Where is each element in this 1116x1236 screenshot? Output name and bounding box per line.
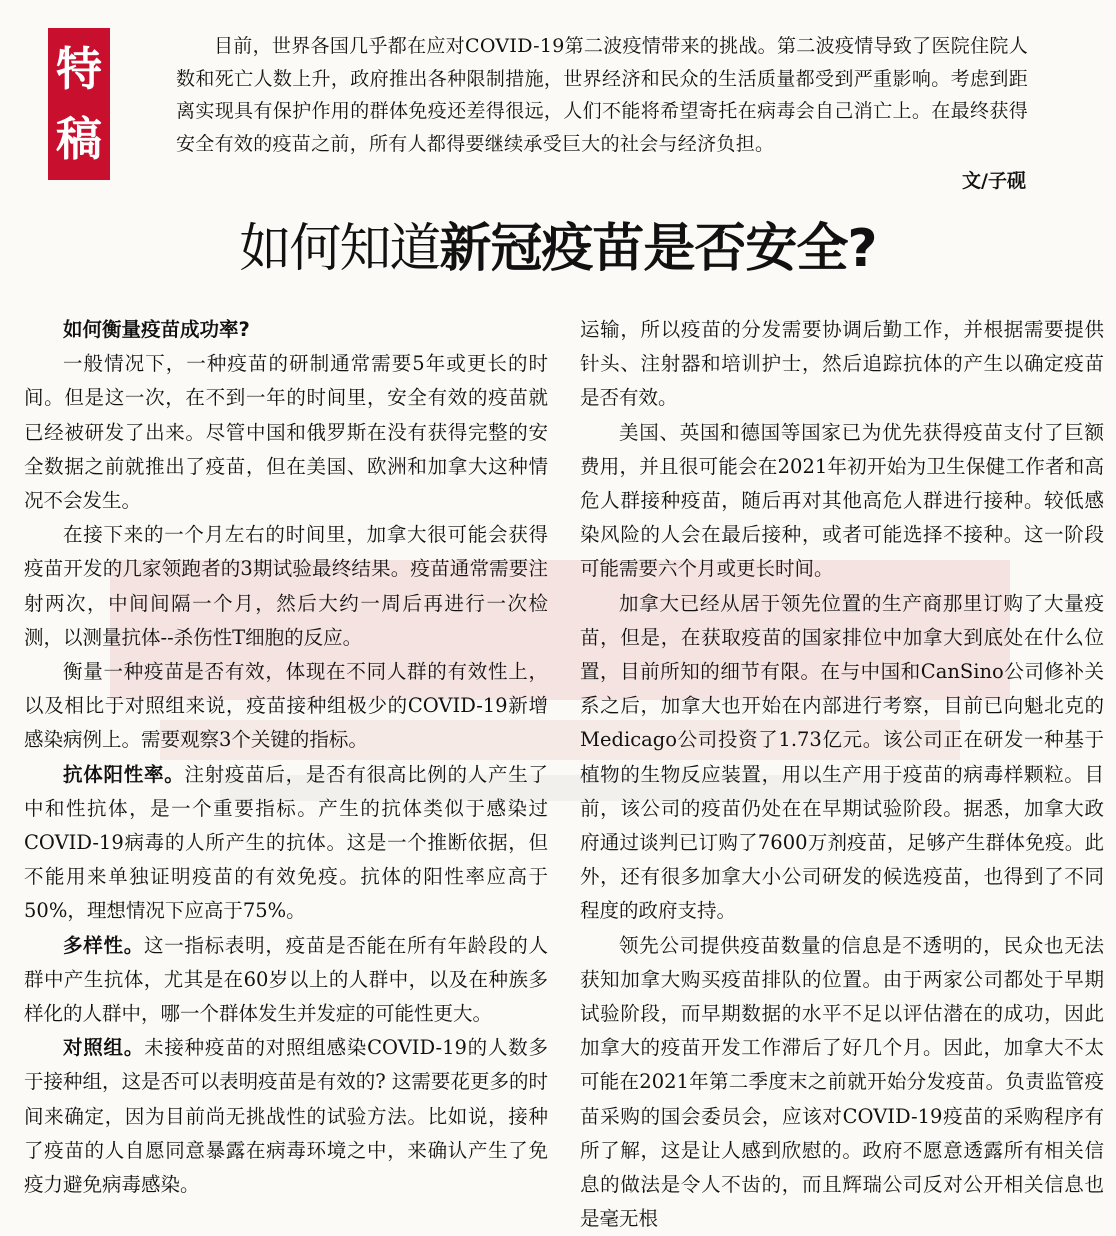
- feature-tag: [48, 28, 110, 180]
- paragraph-antibody: [24, 758, 548, 929]
- inline-label: 抗体阳性率。: [63, 762, 185, 786]
- paragraph: 衡量一种疫苗是否有效，体现在不同人群的有效性上，以及相比于对照组来说，疫苗接种组极少的COVID-19新增感染病例上。需要观察3个关键的指标。: [24, 660, 548, 752]
- paragraph-text: 注射疫苗后，是否有很高比例的人产生了中和性抗体，是一个重要指标。产生的抗体类似于感染过COVID-19病毒的人所产生的抗体。这是一个推断依据，但不能用来单独证明疫苗的有效免疫。抗体的阳性率应高于50%，理想情况下应高于75%。: [24, 762, 548, 923]
- left-column: [24, 313, 548, 1202]
- paragraph: 在接下来的一个月左右的时间里，加拿大很可能会获得疫苗开发的几家领跑者的3期试验最终结果。疫苗通常需要注射两次，中间间隔一个月，然后大约一周后再进行一次检测，以测量抗体--杀伤性T细胞的反应。: [24, 523, 548, 649]
- intro-paragraph: 目前，世界各国几乎都在应对COVID-19第二波疫情带来的挑战。第二波疫情导致了医院住院人数和死亡人数上升，政府推出各种限制措施，世界经济和民众的生活质量都受到严重影响。考虑到距离实现具有保护作用的群体免疫还差得很远，人们不能将希望寄托在病毒会自己消亡上。在最终获得安全有效的疫苗之前，所有人都得要继续承受巨大的社会与经济负担。: [176, 35, 1028, 155]
- headline-part-bold: 新冠疫苗是否安全?: [439, 219, 877, 279]
- paragraph-text: 这一指标表明，疫苗是否能在所有年龄段的人群中产生抗体，尤其是在60岁以上的人群中，以及在种族多样化的人群中，哪一个群体发生并发症的可能性更大。: [24, 933, 548, 1026]
- author-byline: 文/子砚: [962, 170, 1026, 192]
- right-column: [580, 313, 1104, 1236]
- feature-tag-char-1: 特: [56, 42, 102, 96]
- article-headline: [0, 214, 1116, 284]
- section-heading: 如何衡量疫苗成功率?: [63, 318, 250, 341]
- inline-label: 多样性。: [63, 933, 144, 957]
- headline-part-light: 如何知道: [239, 219, 440, 279]
- feature-tag-char-2: 稿: [56, 112, 102, 166]
- paragraph-diversity: [24, 929, 548, 1032]
- paragraph: 运输，所以疫苗的分发需要协调后勤工作，并根据需要提供针头、注射器和培训护士，然后追踪抗体的产生以确定疫苗是否有效。: [580, 318, 1104, 410]
- paragraph: 加拿大已经从居于领先位置的生产商那里订购了大量疫苗，但是，在获取疫苗的国家排位中加拿大到底处在什么位置，目前所知的细节有限。在与中国和CanSino公司修补关系之后，加拿大也开始在内部进行考察，目前已向魁北克的Medicago公司投资了1.73亿元。该公司正在研发一种基于植物的生物反应装置，用以生产用于疫苗的病毒样颗粒。目前，该公司的疫苗仍处在在早期试验阶段。据悉，加拿大政府通过谈判已订购了7600万剂疫苗，足够产生群体免疫。此外，还有很多加拿大小公司研发的候选疫苗，也得到了不同程度的政府支持。: [580, 591, 1104, 923]
- paragraph: 领先公司提供疫苗数量的信息是不透明的，民众也无法获知加拿大购买疫苗排队的位置。由于两家公司都处于早期试验阶段，而早期数据的水平不足以评估潜在的成功，因此加拿大的疫苗开发工作滞后了好几个月。因此，加拿大不太可能在2021年第二季度末之前就开始分发疫苗。负责监管疫苗采购的国会委员会，应该对COVID-19疫苗的采购程序有所了解，这是让人感到欣慰的。政府不愿意透露所有相关信息的做法是令人不齿的，而且辉瑞公司反对公开相关信息也是毫无根: [580, 933, 1104, 1231]
- inline-label: 对照组。: [63, 1036, 145, 1060]
- paragraph: 一般情况下，一种疫苗的研制通常需要5年或更长的时间。但是这一次，在不到一年的时间里，安全有效的疫苗就已经被研发了出来。尽管中国和俄罗斯在没有获得完整的安全数据之前就推出了疫苗，但在美国、欧洲和加拿大这种情况不会发生。: [24, 352, 548, 513]
- paragraph: 美国、英国和德国等国家已为优先获得疫苗支付了巨额费用，并且很可能会在2021年初开始为卫生保健工作者和高危人群接种疫苗，随后再对其他高危人群进行接种。较低感染风险的人会在最后接种，或者可能选择不接种。这一阶段可能需要六个月或更长时间。: [580, 420, 1104, 581]
- paragraph-control-group: [24, 1031, 548, 1202]
- paragraph-text: 未接种疫苗的对照组感染COVID-19的人数多于接种组，这是否可以表明疫苗是有效的? 这需要花更多的时间来确定，因为目前尚无挑战性的试验方法。比如说，接种了疫苗的人自愿同意暴露在病毒环境之中，来确认产生了免疫力避免病毒感染。: [24, 1036, 548, 1197]
